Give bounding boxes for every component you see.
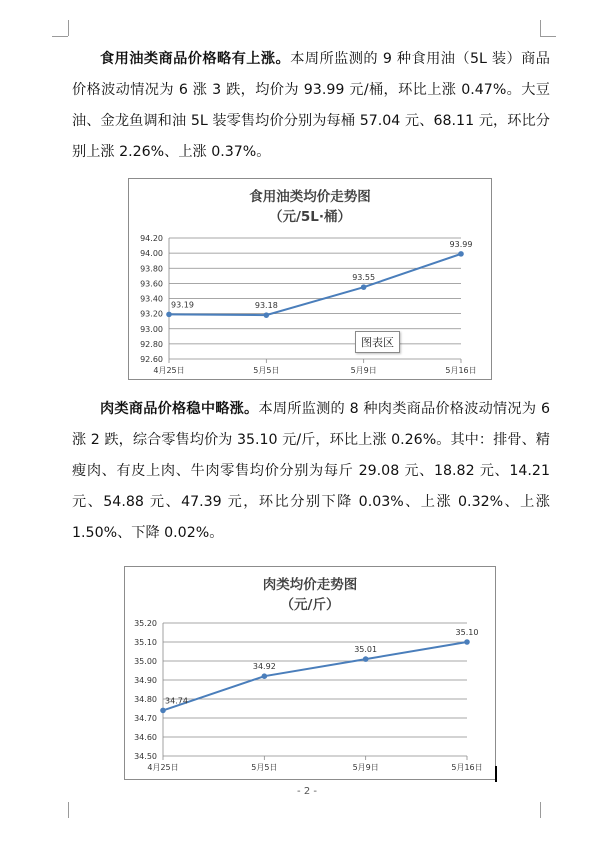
data-label: 93.18 (254, 301, 278, 311)
oil-chart-title: 食用油类均价走势图 (249, 189, 371, 205)
data-point (264, 312, 270, 318)
y-tick-label: 34.90 (134, 676, 157, 685)
y-tick-label: 34.80 (134, 695, 157, 704)
paragraph-oil-lead: 食用油类商品价格略有上涨。 (100, 51, 291, 67)
oil-chart-plot (129, 179, 491, 379)
x-tick-label: 5月16日 (445, 366, 477, 375)
y-tick-label: 93.00 (140, 324, 163, 334)
data-label: 35.01 (354, 645, 378, 655)
data-point (458, 251, 464, 257)
x-tick-label: 4月25日 (147, 763, 179, 772)
y-tick-label: 93.60 (140, 279, 163, 289)
y-tick-label: 93.20 (140, 309, 163, 319)
data-label: 35.10 (455, 628, 479, 637)
oil-price-chart[interactable] (128, 178, 492, 380)
meat-chart-title: 肉类均价走势图 (262, 577, 358, 593)
x-tick-label: 5月16日 (451, 763, 483, 772)
x-tick-label: 5月9日 (352, 763, 379, 772)
y-tick-label: 35.20 (134, 619, 157, 628)
page-number: - 2 - (297, 786, 317, 797)
paragraph-meat-lead: 肉类商品价格稳中略涨。 (100, 401, 259, 417)
y-tick-label: 94.00 (140, 249, 163, 259)
text-cursor (495, 766, 497, 782)
y-tick-label: 34.50 (134, 752, 157, 761)
data-label: 34.74 (165, 696, 188, 706)
y-tick-label: 92.80 (140, 339, 163, 349)
y-tick-label: 34.60 (134, 733, 157, 742)
y-tick-label: 35.10 (134, 638, 157, 647)
meat-chart-plot (125, 567, 495, 779)
x-tick-label: 4月25日 (153, 366, 185, 375)
data-point (363, 656, 369, 662)
series-line (169, 254, 461, 315)
y-tick-label: 93.80 (140, 264, 163, 274)
data-point (166, 312, 172, 318)
y-tick-label: 35.00 (134, 657, 157, 666)
series-line (163, 642, 467, 710)
paragraph-oil-body: 本周所监测的 9 种食用油（5L 装）商品价格波动情况为 6 涨 3 跌，均价为 93.99 元/桶，环比上涨 0.47%。大豆油、金龙鱼调和油 5L 装零售均价分别为每桶 57.04 元、68.11 元，环比分别上涨 2.26%、上涨 0.37%。 (72, 51, 550, 160)
paragraph-oil (72, 44, 550, 168)
meat-chart-subtitle: （元/斤） (280, 597, 340, 613)
data-label: 93.19 (171, 300, 194, 310)
x-tick-label: 5月5日 (253, 366, 280, 375)
paragraph-meat (72, 394, 550, 549)
y-tick-label: 92.60 (140, 355, 163, 364)
data-point (160, 708, 166, 714)
y-tick-label: 94.20 (140, 234, 163, 243)
x-tick-label: 5月5日 (251, 763, 278, 772)
data-point (262, 673, 268, 679)
chart-area-tooltip: 图表区 (355, 331, 400, 353)
meat-price-chart[interactable] (124, 566, 496, 780)
data-label: 93.55 (352, 273, 376, 283)
data-label: 93.99 (449, 239, 473, 249)
oil-chart-subtitle: （元/5L·桶） (268, 209, 352, 225)
y-tick-label: 34.70 (134, 714, 157, 723)
x-tick-label: 5月9日 (350, 366, 377, 375)
data-point (464, 639, 470, 645)
data-label: 34.92 (252, 662, 276, 672)
y-tick-label: 93.40 (140, 294, 163, 304)
paragraph-meat-body: 本周所监测的 8 种肉类商品价格波动情况为 6 涨 2 跌，综合零售均价为 35.10 元/斤，环比上涨 0.26%。其中：排骨、精瘦肉、有皮上肉、牛肉零售均价分别为每斤 29.08 元、18.82 元、14.21 元、54.88 元、47.39 元，环比分别下降 0.03%、上涨 0.32%、上涨 1.50%、下降 0.02%。 (72, 401, 550, 541)
data-point (361, 284, 367, 290)
